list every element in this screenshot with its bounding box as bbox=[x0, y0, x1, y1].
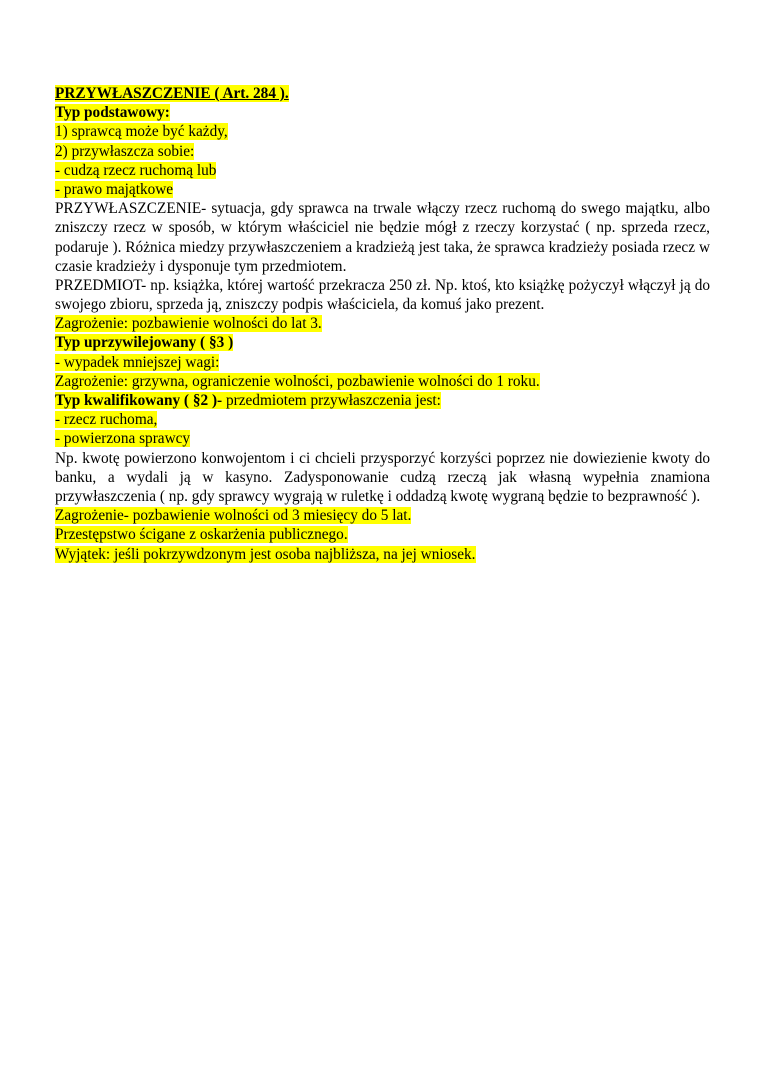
subheading-typ-uprzywilejowany bbox=[55, 333, 710, 352]
paragraph-definicja: PRZYWŁASZCZENIE- sytuacja, gdy sprawca na trwale włączy rzecz ruchomą do swego majątku, albo zniszczy rzecz w sposób, w którym właściciel nie będzie mógł z rzeczy korzystać ( np. sprzeda rzecz, podaruje ). Różnica miedzy przywłaszczeniem a kradzieżą jest taka, że sprawca kradzieży posiada rzecz w czasie kradzieży i dysponuje tym przedmiotem. bbox=[55, 200, 710, 275]
list-item-wypadek-mniejszej-wagi-text: - wypadek mniejszej wagi: bbox=[55, 353, 220, 371]
subheading-typ-podstawowy-text: Typ podstawowy: bbox=[55, 104, 170, 122]
line-wyjatek-text: Wyjątek: jeśli pokrzywdzonym jest osoba najbliższa, na jej wniosek. bbox=[55, 545, 476, 563]
list-item-prawo-majatkowe-text: - prawo majątkowe bbox=[55, 180, 174, 198]
list-item-prawo-majatkowe bbox=[55, 180, 710, 199]
subheading-typ-uprzywilejowany-text: Typ uprzywilejowany ( §3 ) bbox=[55, 334, 234, 352]
list-item-sprawca-text: 1) sprawcą może być każdy, bbox=[55, 123, 228, 141]
line-sciganie-text: Przestępstwo ścigane z oskarżenia publicznego. bbox=[55, 526, 348, 544]
subheading-typ-podstawowy bbox=[55, 103, 710, 122]
list-item-cudza-rzecz bbox=[55, 161, 710, 180]
list-item-przywlaszcza-text: 2) przywłaszcza sobie: bbox=[55, 142, 195, 160]
heading-przywlaszczenie bbox=[55, 84, 710, 103]
list-item-rzecz-ruchoma-text: - rzecz ruchoma, bbox=[55, 411, 158, 429]
list-item-powierzona-sprawcy bbox=[55, 429, 710, 448]
paragraph-przyklad-konwojenci: Np. kwotę powierzono konwojentom i ci chcieli przysporzyć korzyści poprzez nie dowiezienie kwoty do banku, a wydali ją w kasyno. Zadysponowanie cudzą rzeczą jak własną wypełnia znamiona przywłaszczenia ( np. gdy sprawcy wygrają w ruletkę i oddadzą kwotę wygraną będzie to bezprawność ). bbox=[55, 449, 710, 505]
line-zagrozenie-uprzywilejowany bbox=[55, 372, 710, 391]
line-sciganie bbox=[55, 525, 710, 544]
heading-przywlaszczenie-text: PRZYWŁASZCZENIE ( Art. 284 ). bbox=[55, 85, 289, 102]
list-item-wypadek-mniejszej-wagi bbox=[55, 353, 710, 372]
subheading-typ-kwalifikowany bbox=[55, 391, 710, 410]
subheading-typ-kwalifikowany-rest: przedmiotem przywłaszczenia jest: bbox=[222, 392, 441, 409]
line-zagrozenie-podstawowy-text: Zagrożenie: pozbawienie wolności do lat 3. bbox=[55, 315, 322, 333]
line-wyjatek bbox=[55, 545, 710, 564]
list-item-przywlaszcza bbox=[55, 142, 710, 161]
line-zagrozenie-podstawowy bbox=[55, 314, 710, 333]
list-item-cudza-rzecz-text: - cudzą rzecz ruchomą lub bbox=[55, 161, 217, 179]
document-body bbox=[55, 84, 710, 564]
subheading-typ-kwalifikowany-wrap bbox=[55, 392, 441, 409]
line-zagrozenie-uprzywilejowany-text: Zagrożenie: grzywna, ograniczenie wolności, pozbawienie wolności do 1 roku. bbox=[55, 372, 540, 390]
paragraph-przedmiot: PRZEDMIOT- np. książka, której wartość przekracza 250 zł. Np. ktoś, kto książkę pożyczył włączył ją do swojego zbioru, sprzeda ją, zniszczy podpis właściciela, da komuś jako prezent. bbox=[55, 276, 710, 314]
line-zagrozenie-kwalifikowany bbox=[55, 506, 710, 525]
subheading-typ-kwalifikowany-bold: Typ kwalifikowany ( §2 )- bbox=[55, 392, 223, 409]
list-item-powierzona-sprawcy-text: - powierzona sprawcy bbox=[55, 430, 191, 448]
line-zagrozenie-kwalifikowany-text: Zagrożenie- pozbawienie wolności od 3 miesięcy do 5 lat. bbox=[55, 507, 412, 525]
list-item-rzecz-ruchoma bbox=[55, 410, 710, 429]
list-item-sprawca bbox=[55, 122, 710, 141]
